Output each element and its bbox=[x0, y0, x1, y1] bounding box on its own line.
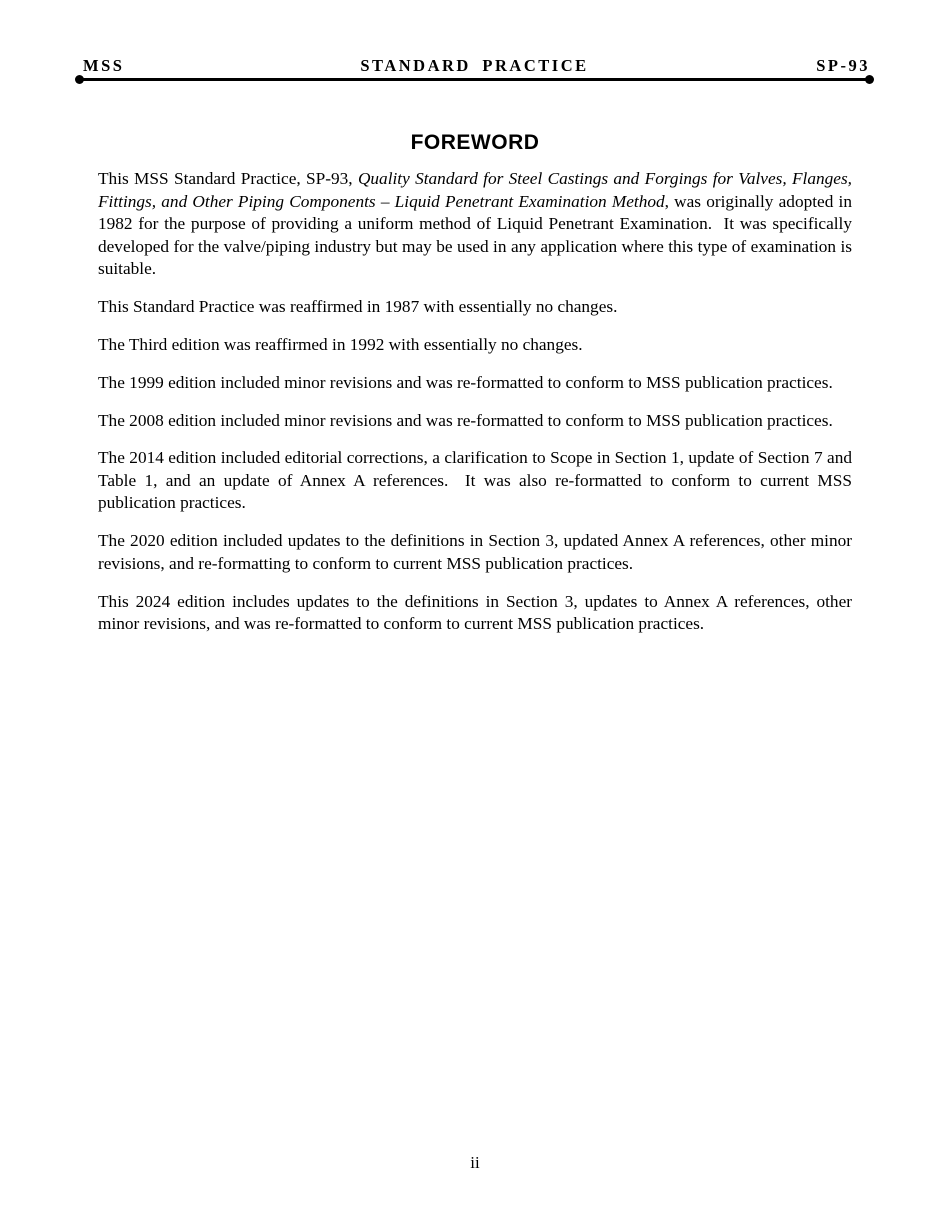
header-document-type: STANDARD PRACTICE bbox=[360, 56, 589, 75]
page-title: FOREWORD bbox=[410, 131, 540, 154]
page-header bbox=[79, 55, 870, 81]
header-rule bbox=[79, 78, 870, 81]
foreword-paragraph-7: The 2020 edition included updates to the definitions in Section 3, updated Annex A references, other minor revisions, and re-formatting to conform to current MSS publication practices. bbox=[98, 531, 857, 573]
page-footer bbox=[0, 1152, 950, 1174]
foreword-paragraph-3: The Third edition was reaffirmed in 1992 with essentially no changes. bbox=[98, 334, 583, 354]
document-body bbox=[98, 130, 857, 651]
foreword-paragraph-5: The 2008 edition included minor revisions and was re-formatted to conform to MSS publication practices. bbox=[98, 410, 833, 430]
foreword-paragraph-1 bbox=[98, 168, 857, 281]
page-number: ii bbox=[470, 1153, 480, 1172]
foreword-paragraph-2: This Standard Practice was reaffirmed in 1987 with essentially no changes. bbox=[98, 297, 618, 317]
foreword-paragraph-6: The 2014 edition included editorial corrections, a clarification to Scope in Section 1, update of Section 7 and Table 1, and an update of Annex A references. It was also re-formatted to conform to current MSS publication practices. bbox=[98, 448, 857, 513]
header-org-label: MSS bbox=[83, 56, 125, 75]
paragraph-1-lead-text: This MSS Standard Practice, SP-93, bbox=[98, 169, 358, 188]
paragraph-1-standard-title: Quality Standard for Steel Castings and Forgings for Valves, Flanges, Fittings, and Other Piping Components – Liquid Penetrant Examination Method bbox=[98, 169, 857, 211]
paragraph-1-trailing-text: , was originally adopted in 1982 for the purpose of providing a uniform method of Liquid Penetrant Examination. It was specifically developed for the valve/piping industry but may be used in any application where this type of examination is suitable. bbox=[98, 191, 857, 279]
header-row bbox=[79, 55, 870, 77]
rule-end-dot-right bbox=[865, 75, 874, 84]
header-standard-number: SP-93 bbox=[816, 56, 870, 75]
foreword-paragraph-8: This 2024 edition includes updates to the definitions in Section 3, updates to Annex A references, other minor revisions, and was re-formatted to conform to current MSS publication practices. bbox=[98, 591, 857, 634]
rule-end-dot-left bbox=[75, 75, 84, 84]
foreword-paragraph-4: The 1999 edition included minor revisions and was re-formatted to conform to MSS publication practices. bbox=[98, 372, 833, 392]
